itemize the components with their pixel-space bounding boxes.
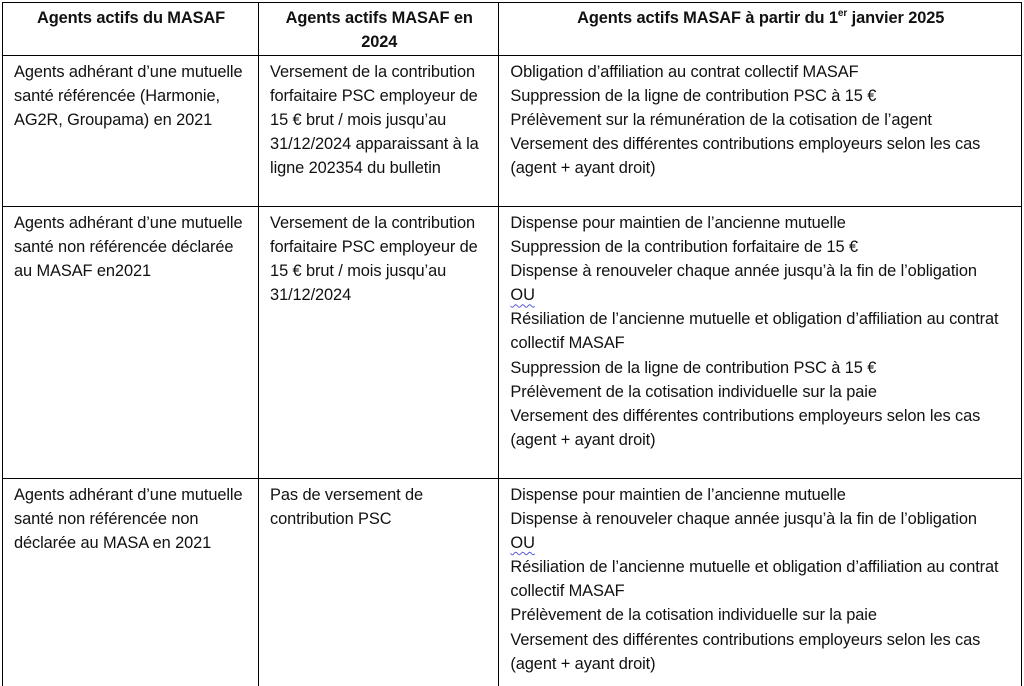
header-col-2024: Agents actifs MASAF en 2024 xyxy=(259,3,499,56)
table-row xyxy=(3,207,1022,479)
row-category: Agents adhérant d’une mutuelle santé référencée (Harmonie, AG2R, Groupama) en 2021 xyxy=(3,56,259,207)
measure-line: Versement des différentes contributions employeurs selon les cas (agent + ayant droit) xyxy=(510,630,981,673)
measure-line: Dispense pour maintien de l’ancienne mutuelle xyxy=(510,486,846,504)
measure-line: Suppression de la ligne de contribution PSC à 15 € xyxy=(510,358,877,377)
measure-line: Versement des différentes contributions employeurs selon les cas (agent + ayant droit) xyxy=(510,135,981,178)
row-2024-measure: Versement de la contribution forfaitaire PSC employeur de 15 € brut / mois jusqu’au 31/12/2024 apparaissant à la ligne 202354 du bulletin xyxy=(259,56,499,207)
or-separator: OU xyxy=(510,534,535,553)
table-row xyxy=(3,479,1022,686)
row-2025-measures xyxy=(499,56,1022,207)
measure-line: Versement des différentes contributions employeurs selon les cas (agent + ayant droit) xyxy=(510,406,981,449)
measure-line: Résiliation de l’ancienne mutuelle et obligation d’affiliation au contrat collectif MASAF xyxy=(510,558,999,601)
table-row xyxy=(3,56,1022,207)
measure-line: Dispense à renouveler chaque année jusqu’à la fin de l’obligation xyxy=(510,262,977,281)
header-col-agents: Agents actifs du MASAF xyxy=(3,3,259,56)
row-2025-measures xyxy=(499,479,1022,686)
measure-line: Suppression de la contribution forfaitaire de 15 € xyxy=(510,238,859,257)
measure-line: Suppression de la ligne de contribution PSC à 15 € xyxy=(510,87,877,106)
measure-line: Prélèvement de la cotisation individuelle sur la paie xyxy=(510,606,877,625)
header-col-2025 xyxy=(499,3,1022,56)
measure-line: Prélèvement de la cotisation individuelle sur la paie xyxy=(510,382,877,401)
header-col-2025-suffix: janvier 2025 xyxy=(847,9,945,27)
psc-table xyxy=(2,2,1022,686)
row-category: Agents adhérant d’une mutuelle santé non référencée déclarée au MASAF en2021 xyxy=(3,207,259,479)
row-2025-measures xyxy=(499,207,1022,479)
measure-line: Prélèvement sur la rémunération de la cotisation de l’agent xyxy=(510,111,932,130)
header-row xyxy=(3,3,1022,56)
header-col-2025-sup: er xyxy=(837,7,848,19)
measure-line: Dispense pour maintien de l’ancienne mutuelle xyxy=(510,214,846,232)
measure-line: Dispense à renouveler chaque année jusqu’à la fin de l’obligation xyxy=(510,510,977,529)
measure-line: Résiliation de l’ancienne mutuelle et obligation d’affiliation au contrat collectif MASAF xyxy=(510,310,999,353)
header-col-2025-prefix: Agents actifs MASAF à partir du 1 xyxy=(577,9,838,27)
row-2024-measure: Pas de versement de contribution PSC xyxy=(259,479,499,686)
measure-line: Obligation d’affiliation au contrat collectif MASAF xyxy=(510,63,859,81)
row-2024-measure: Versement de la contribution forfaitaire PSC employeur de 15 € brut / mois jusqu’au 31/12/2024 xyxy=(259,207,499,479)
or-separator: OU xyxy=(510,286,535,305)
row-category: Agents adhérant d’une mutuelle santé non référencée non déclarée au MASA en 2021 xyxy=(3,479,259,686)
